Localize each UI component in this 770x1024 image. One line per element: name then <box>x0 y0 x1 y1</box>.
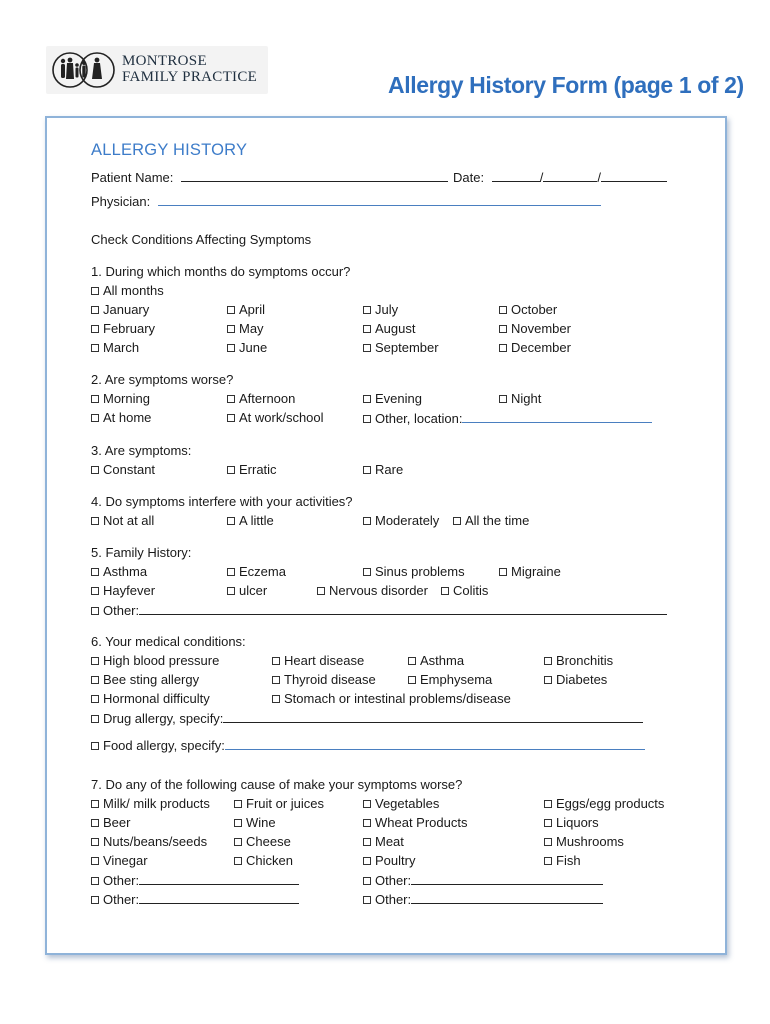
food-allergy-field[interactable] <box>225 737 645 750</box>
checkbox-icon[interactable] <box>91 676 99 684</box>
checkbox-frequency[interactable] <box>227 462 277 478</box>
checkbox-icon[interactable] <box>234 819 242 827</box>
checkbox-label: At home <box>103 410 152 425</box>
checkbox-label: All months <box>103 283 164 298</box>
checkbox-icon[interactable] <box>499 568 507 576</box>
checkbox-interference[interactable] <box>453 513 529 529</box>
checkbox-label: Drug allergy, specify: <box>103 711 224 726</box>
checkbox-label: Diabetes <box>556 672 608 687</box>
checkbox-icon[interactable] <box>544 838 552 846</box>
checkbox-month[interactable] <box>91 321 155 337</box>
physician-label: Physician: <box>91 194 151 209</box>
checkbox-family-history-other[interactable] <box>91 602 667 619</box>
question-6: 6. Your medical conditions: <box>91 634 246 649</box>
checkbox-icon[interactable] <box>91 395 99 403</box>
checkbox-label: July <box>375 302 399 317</box>
checkbox-icon[interactable] <box>363 838 371 846</box>
checkbox-icon[interactable] <box>227 306 235 314</box>
checkbox-label: Heart disease <box>284 653 365 668</box>
checkbox-label: November <box>511 321 571 336</box>
checkbox-label: June <box>239 340 268 355</box>
checkbox-label: Other: <box>375 873 412 888</box>
checkbox-label: Other: <box>375 892 412 907</box>
checkbox-icon[interactable] <box>91 568 99 576</box>
checkbox-label: October <box>511 302 558 317</box>
checkbox-icon[interactable] <box>544 819 552 827</box>
checkbox-icon[interactable] <box>227 568 235 576</box>
checkbox-icon[interactable] <box>91 517 99 525</box>
checkbox-label: Mushrooms <box>556 834 624 849</box>
checkbox-interference[interactable] <box>227 513 274 529</box>
checkbox-time[interactable] <box>91 391 150 407</box>
instruction: Check Conditions Affecting Symptoms <box>91 232 312 247</box>
checkbox-label: Beer <box>103 815 131 830</box>
checkbox-icon[interactable] <box>363 800 371 808</box>
checkbox-label: Poultry <box>375 853 416 868</box>
checkbox-icon[interactable] <box>91 857 99 865</box>
checkbox-icon[interactable] <box>91 695 99 703</box>
checkbox-label: Not at all <box>103 513 155 528</box>
date-day-field[interactable] <box>543 169 597 182</box>
checkbox-label: Evening <box>375 391 422 406</box>
checkbox-trigger[interactable] <box>91 815 130 831</box>
checkbox-trigger[interactable] <box>234 834 291 850</box>
checkbox-label: Other: <box>103 603 140 618</box>
question-2: 2. Are symptoms worse? <box>91 372 234 387</box>
date-label: Date: <box>453 170 485 185</box>
date-separator: / <box>539 170 544 185</box>
checkbox-family-history[interactable] <box>363 564 465 580</box>
checkbox-icon[interactable] <box>227 517 235 525</box>
checkbox-icon[interactable] <box>544 857 552 865</box>
checkbox-icon[interactable] <box>91 607 99 615</box>
checkbox-icon[interactable] <box>499 325 507 333</box>
checkbox-month[interactable] <box>363 302 398 318</box>
checkbox-label: Hayfever <box>103 583 156 598</box>
checkbox-icon[interactable] <box>91 344 99 352</box>
checkbox-icon[interactable] <box>363 344 371 352</box>
checkbox-icon[interactable] <box>363 415 371 423</box>
checkbox-icon[interactable] <box>91 715 99 723</box>
checkbox-month[interactable] <box>227 321 264 337</box>
checkbox-icon[interactable] <box>234 838 242 846</box>
checkbox-label: Constant <box>103 462 156 477</box>
checkbox-icon[interactable] <box>499 395 507 403</box>
checkbox-trigger[interactable] <box>91 796 210 812</box>
checkbox-icon[interactable] <box>272 657 280 665</box>
checkbox-label: Milk/ milk products <box>103 796 210 811</box>
checkbox-label: A little <box>239 513 274 528</box>
checkbox-condition[interactable] <box>91 672 199 688</box>
checkbox-condition[interactable] <box>91 653 219 669</box>
patient-name-label: Patient Name: <box>91 170 174 185</box>
checkbox-family-history[interactable] <box>317 583 428 599</box>
checkbox-label: Wheat Products <box>375 815 468 830</box>
checkbox-icon[interactable] <box>544 676 552 684</box>
checkbox-time[interactable] <box>499 391 541 407</box>
trigger-other-field[interactable] <box>411 872 603 885</box>
checkbox-family-history[interactable] <box>227 583 267 599</box>
checkbox-family-history[interactable] <box>91 583 155 599</box>
checkbox-family-history[interactable] <box>227 564 286 580</box>
checkbox-month[interactable] <box>499 302 557 318</box>
question-1: 1. During which months do symptoms occur? <box>91 264 351 279</box>
checkbox-label: Nervous disorder <box>329 583 428 598</box>
checkbox-label: Meat <box>375 834 404 849</box>
checkbox-condition[interactable] <box>272 672 376 688</box>
page-title: Allergy History Form (page 1 of 2) <box>388 72 744 98</box>
checkbox-icon[interactable] <box>272 695 280 703</box>
checkbox-label: September <box>375 340 439 355</box>
checkbox-label: Nuts/beans/seeds <box>103 834 208 849</box>
checkbox-trigger[interactable] <box>234 796 324 812</box>
checkbox-label: Asthma <box>103 564 148 579</box>
checkbox-icon[interactable] <box>227 325 235 333</box>
checkbox-trigger[interactable] <box>363 815 468 831</box>
checkbox-icon[interactable] <box>91 587 99 595</box>
checkbox-label: Other, location: <box>375 411 463 426</box>
checkbox-family-history[interactable] <box>91 564 147 580</box>
checkbox-label: Vinegar <box>103 853 148 868</box>
checkbox-icon[interactable] <box>91 819 99 827</box>
patient-name-field[interactable] <box>181 169 448 182</box>
checkbox-month[interactable] <box>363 340 439 356</box>
checkbox-icon[interactable] <box>91 657 99 665</box>
checkbox-label: Migraine <box>511 564 561 579</box>
checkbox-icon[interactable] <box>227 344 235 352</box>
section-title: ALLERGY HISTORY <box>91 141 248 159</box>
practice-logo <box>46 46 268 94</box>
question-4: 4. Do symptoms interfere with your activities? <box>91 494 353 509</box>
checkbox-label: April <box>239 302 266 317</box>
checkbox-icon[interactable] <box>363 325 371 333</box>
checkbox-location[interactable] <box>227 410 324 426</box>
checkbox-time[interactable] <box>363 391 422 407</box>
checkbox-icon[interactable] <box>227 414 235 422</box>
family-history-other-field[interactable] <box>139 602 667 615</box>
checkbox-trigger-other[interactable] <box>363 872 603 889</box>
checkbox-family-history[interactable] <box>441 583 488 599</box>
checkbox-location[interactable] <box>91 410 151 426</box>
checkbox-icon[interactable] <box>91 466 99 474</box>
checkbox-condition[interactable] <box>544 672 607 688</box>
checkbox-month[interactable] <box>499 340 571 356</box>
checkbox-label: Eggs/egg products <box>556 796 665 811</box>
checkbox-label: Vegetables <box>375 796 440 811</box>
checkbox-label: Liquors <box>556 815 599 830</box>
checkbox-location-other[interactable] <box>363 410 652 427</box>
checkbox-trigger-other[interactable] <box>363 891 603 908</box>
date-separator: / <box>597 170 601 185</box>
question-3: 3. Are symptoms: <box>91 443 192 458</box>
checkbox-label: Stomach or intestinal problems/disease <box>284 691 511 706</box>
checkbox-label: Bronchitis <box>556 653 614 668</box>
trigger-other-field[interactable] <box>411 891 603 904</box>
checkbox-icon[interactable] <box>544 800 552 808</box>
checkbox-label: Colitis <box>453 583 489 598</box>
checkbox-icon[interactable] <box>363 857 371 865</box>
checkbox-icon[interactable] <box>91 838 99 846</box>
checkbox-icon[interactable] <box>317 587 325 595</box>
checkbox-label: Chicken <box>246 853 293 868</box>
checkbox-label: Thyroid disease <box>284 672 376 687</box>
checkbox-interference[interactable] <box>91 513 154 529</box>
physician-field[interactable] <box>158 193 601 206</box>
checkbox-icon[interactable] <box>363 819 371 827</box>
checkbox-icon[interactable] <box>363 395 371 403</box>
checkbox-label: ulcer <box>239 583 268 598</box>
question-5: 5. Family History: <box>91 545 192 560</box>
date-month-field[interactable] <box>492 169 540 182</box>
checkbox-family-history[interactable] <box>499 564 561 580</box>
checkbox-icon[interactable] <box>272 676 280 684</box>
checkbox-trigger[interactable] <box>234 853 293 869</box>
checkbox-label: At work/school <box>239 410 324 425</box>
checkbox-label: All the time <box>465 513 530 528</box>
checkbox-icon[interactable] <box>91 325 99 333</box>
checkbox-condition[interactable] <box>272 691 511 707</box>
checkbox-month[interactable] <box>363 321 415 337</box>
checkbox-icon[interactable] <box>91 742 99 750</box>
checkbox-drug-allergy[interactable] <box>91 710 643 727</box>
checkbox-condition[interactable] <box>544 653 613 669</box>
checkbox-icon[interactable] <box>91 877 99 885</box>
checkbox-label: Sinus problems <box>375 564 465 579</box>
checkbox-label: Food allergy, specify: <box>103 738 225 753</box>
checkbox-label: Moderately <box>375 513 440 528</box>
checkbox-icon[interactable] <box>408 657 416 665</box>
checkbox-condition[interactable] <box>408 653 464 669</box>
checkbox-icon[interactable] <box>363 466 371 474</box>
checkbox-month[interactable] <box>91 340 139 356</box>
checkbox-food-allergy[interactable] <box>91 737 645 754</box>
family-icon <box>50 48 118 92</box>
checkbox-icon[interactable] <box>363 306 371 314</box>
date-row <box>453 169 667 186</box>
checkbox-interference[interactable] <box>363 513 439 529</box>
checkbox-trigger-other[interactable] <box>91 891 299 908</box>
checkbox-time[interactable] <box>227 391 295 407</box>
checkbox-label: Other: <box>103 892 140 907</box>
checkbox-trigger[interactable] <box>544 796 664 812</box>
checkbox-trigger[interactable] <box>363 853 415 869</box>
checkbox-label: Emphysema <box>420 672 493 687</box>
checkbox-icon[interactable] <box>227 395 235 403</box>
checkbox-label: Cheese <box>246 834 291 849</box>
checkbox-condition[interactable] <box>91 691 210 707</box>
checkbox-icon[interactable] <box>363 517 371 525</box>
checkbox-label: Rare <box>375 462 404 477</box>
checkbox-label: Wine <box>246 815 276 830</box>
physician-row <box>91 193 601 210</box>
checkbox-label: Fruit or juices <box>246 796 325 811</box>
checkbox-icon[interactable] <box>91 414 99 422</box>
checkbox-icon[interactable] <box>499 344 507 352</box>
checkbox-label: Fish <box>556 853 581 868</box>
checkbox-label: Morning <box>103 391 150 406</box>
checkbox-trigger-other[interactable] <box>91 872 299 889</box>
checkbox-icon[interactable] <box>499 306 507 314</box>
checkbox-icon[interactable] <box>441 587 449 595</box>
location-other-field[interactable] <box>462 410 652 423</box>
checkbox-label: Other: <box>103 873 140 888</box>
checkbox-condition[interactable] <box>408 672 492 688</box>
checkbox-trigger[interactable] <box>91 834 207 850</box>
checkbox-icon[interactable] <box>363 877 371 885</box>
trigger-other-field[interactable] <box>139 891 299 904</box>
checkbox-label: December <box>511 340 571 355</box>
checkbox-frequency[interactable] <box>363 462 403 478</box>
checkbox-trigger[interactable] <box>234 815 276 831</box>
checkbox-icon[interactable] <box>453 517 461 525</box>
checkbox-label: May <box>239 321 264 336</box>
checkbox-trigger[interactable] <box>544 853 581 869</box>
checkbox-icon[interactable] <box>234 800 242 808</box>
checkbox-frequency[interactable] <box>91 462 155 478</box>
checkbox-label: January <box>103 302 150 317</box>
checkbox-month[interactable] <box>227 340 267 356</box>
checkbox-label: Asthma <box>420 653 465 668</box>
checkbox-trigger[interactable] <box>544 834 624 850</box>
checkbox-label: Bee sting allergy <box>103 672 200 687</box>
trigger-other-field[interactable] <box>139 872 299 885</box>
checkbox-label: Hormonal difficulty <box>103 691 210 706</box>
checkbox-month[interactable] <box>91 302 149 318</box>
checkbox-icon[interactable] <box>91 287 99 295</box>
checkbox-trigger[interactable] <box>544 815 599 831</box>
checkbox-month[interactable] <box>499 321 571 337</box>
checkbox-icon[interactable] <box>227 466 235 474</box>
checkbox-icon[interactable] <box>234 857 242 865</box>
checkbox-label: Erratic <box>239 462 277 477</box>
checkbox-icon[interactable] <box>363 896 371 904</box>
checkbox-icon[interactable] <box>91 800 99 808</box>
checkbox-label: High blood pressure <box>103 653 220 668</box>
checkbox-label: Afternoon <box>239 391 296 406</box>
patient-name-row <box>91 169 448 186</box>
checkbox-icon[interactable] <box>544 657 552 665</box>
checkbox-label: Night <box>511 391 542 406</box>
checkbox-label: August <box>375 321 416 336</box>
checkbox-label: March <box>103 340 140 355</box>
checkbox-icon[interactable] <box>408 676 416 684</box>
checkbox-trigger[interactable] <box>91 853 148 869</box>
drug-allergy-field[interactable] <box>223 710 643 723</box>
logo-line-1: MONTROSE <box>122 53 207 69</box>
checkbox-trigger[interactable] <box>363 796 439 812</box>
checkbox-trigger[interactable] <box>363 834 404 850</box>
question-7: 7. Do any of the following cause of make your symptoms worse? <box>91 777 463 792</box>
checkbox-month[interactable] <box>227 302 265 318</box>
checkbox-icon[interactable] <box>91 896 99 904</box>
date-year-field[interactable] <box>601 169 667 182</box>
checkbox-icon[interactable] <box>227 587 235 595</box>
checkbox-label: Eczema <box>239 564 286 579</box>
checkbox-all-months[interactable] <box>91 283 164 299</box>
checkbox-icon[interactable] <box>91 306 99 314</box>
checkbox-label: February <box>103 321 156 336</box>
checkbox-icon[interactable] <box>363 568 371 576</box>
checkbox-condition[interactable] <box>272 653 364 669</box>
logo-line-2: FAMILY PRACTICE <box>122 69 258 85</box>
